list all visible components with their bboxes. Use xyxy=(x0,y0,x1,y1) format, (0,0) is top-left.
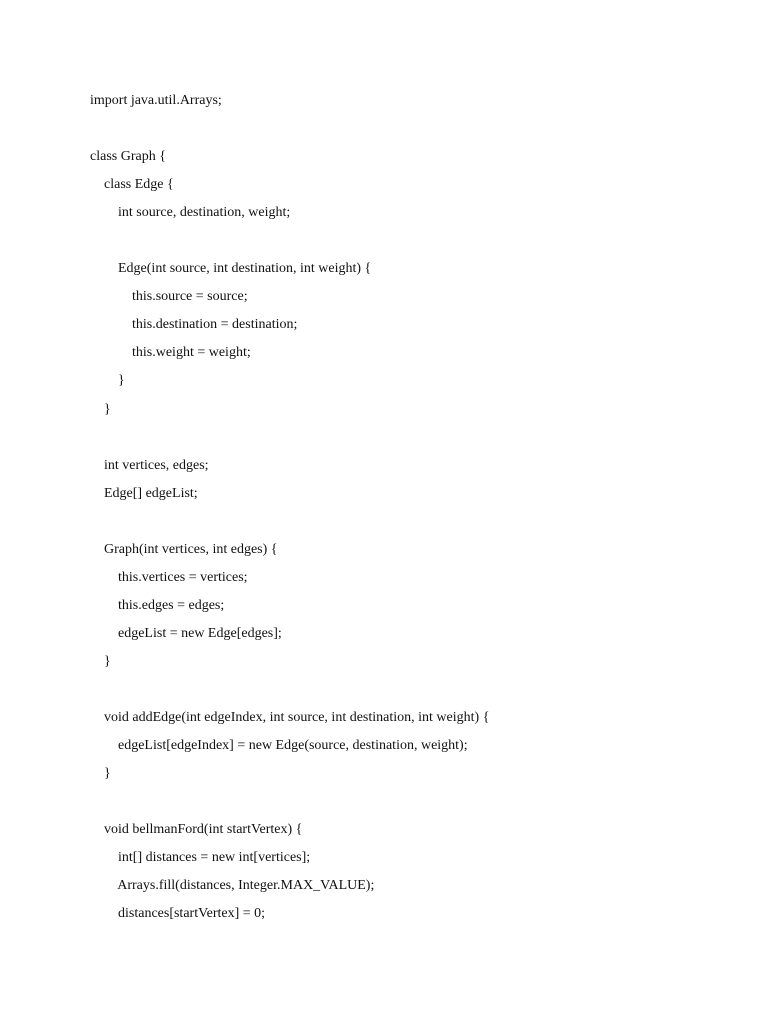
code-line xyxy=(90,115,489,143)
code-line: this.source = source; xyxy=(90,289,248,305)
code-line: } xyxy=(90,653,111,669)
code-line: int[] distances = new int[vertices]; xyxy=(90,850,311,866)
code-line: edgeList[edgeIndex] = new Edge(source, destination, weight); xyxy=(90,738,468,754)
code-line: class Graph { xyxy=(90,149,166,165)
code-line: int source, destination, weight; xyxy=(90,205,291,221)
code-line xyxy=(90,788,489,816)
code-line: import java.util.Arrays; xyxy=(90,93,222,108)
code-line: edgeList = new Edge[edges]; xyxy=(90,625,282,641)
code-line: Edge[] edgeList; xyxy=(90,485,198,501)
code-line: void addEdge(int edgeIndex, int source, int destination, int weight) { xyxy=(90,710,490,726)
code-line: } xyxy=(90,401,111,417)
code-line: Edge(int source, int destination, int weight) { xyxy=(90,261,372,277)
code-line: Arrays.fill(distances, Integer.MAX_VALUE); xyxy=(90,878,375,894)
code-line: this.edges = edges; xyxy=(90,597,225,613)
code-line: distances[startVertex] = 0; xyxy=(90,906,266,922)
code-line: void bellmanFord(int startVertex) { xyxy=(90,822,303,838)
code-line: Graph(int vertices, int edges) { xyxy=(90,541,278,557)
code-line xyxy=(90,676,489,704)
code-line: this.vertices = vertices; xyxy=(90,569,248,585)
code-listing xyxy=(90,87,489,928)
code-line: this.weight = weight; xyxy=(90,345,251,361)
code-line: } xyxy=(90,373,125,389)
code-line: class Edge { xyxy=(90,177,174,193)
code-line xyxy=(90,508,489,536)
code-line: } xyxy=(90,766,111,782)
code-line xyxy=(90,424,489,452)
code-line: int vertices, edges; xyxy=(90,457,209,473)
code-line xyxy=(90,227,489,255)
code-line: this.destination = destination; xyxy=(90,317,298,333)
